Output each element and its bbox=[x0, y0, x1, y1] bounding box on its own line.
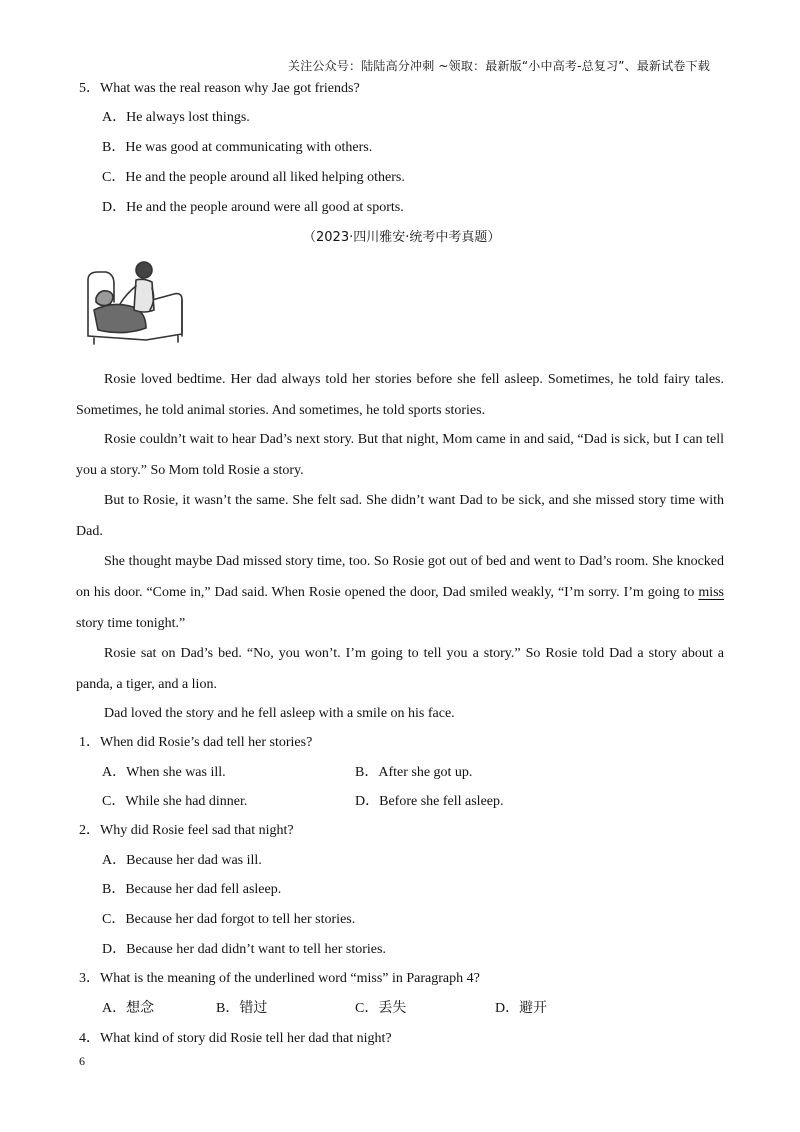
page-number: 6 bbox=[79, 1054, 85, 1068]
option-d: D．He and the people around were all good at sports. bbox=[102, 200, 404, 215]
option-b: B．He was good at communicating with others. bbox=[102, 140, 373, 155]
paragraph-text: story time tonight.” bbox=[76, 616, 186, 631]
q1-option-d: D．Before she fell asleep. bbox=[355, 794, 504, 809]
question-stem: What is the meaning of the underlined word “miss” in Paragraph 4? bbox=[100, 971, 480, 986]
passage-paragraph-2 bbox=[76, 424, 724, 486]
paragraph-text: Rosie couldn’t wait to hear Dad’s next story. But that night, Mom came in and said, “Dad is sick, but I can tell you a story.” So Mom told Rosie a story. bbox=[76, 432, 724, 478]
question-stem: What was the real reason why Jae got friends? bbox=[100, 81, 360, 96]
source-label: （2023·四川雅安·统考中考真题） bbox=[303, 230, 501, 245]
option-c: C．He and the people around all liked helping others. bbox=[102, 170, 405, 185]
q1-option-b: B．After she got up. bbox=[355, 765, 473, 780]
question-number: 4． bbox=[79, 1031, 100, 1046]
passage-paragraph-3 bbox=[76, 485, 724, 547]
q3-option-a: A．想念 bbox=[102, 1001, 155, 1016]
paragraph-text: She thought maybe Dad missed story time, too. So Rosie got out of bed and went to Dad’s room. She knocked on his door. “Come in,” Dad said. When Rosie opened the door, Dad smiled weakly, “I’m sorry. I’m going to bbox=[76, 554, 724, 600]
question-4-stem bbox=[79, 1030, 392, 1048]
underlined-word-miss: miss bbox=[698, 585, 724, 600]
header-note: 关注公众号：陆陆高分冲刺 ~领取：最新版“小中高考-总复习”、最新试卷下载 bbox=[288, 59, 711, 73]
option-a: A．He always lost things. bbox=[102, 110, 250, 125]
question-number: 5． bbox=[79, 81, 100, 96]
question-5-stem bbox=[79, 80, 360, 98]
question-number: 1． bbox=[79, 735, 100, 750]
bedtime-illustration bbox=[84, 258, 186, 351]
paragraph-text: Dad loved the story and he fell asleep with a smile on his face. bbox=[104, 706, 455, 721]
q1-option-a: A．When she was ill. bbox=[102, 765, 226, 780]
question-3-stem bbox=[79, 970, 480, 988]
q2-option-b: B．Because her dad fell asleep. bbox=[102, 882, 282, 897]
passage-paragraph-5 bbox=[76, 638, 724, 700]
question-stem: Why did Rosie feel sad that night? bbox=[100, 823, 294, 838]
q2-option-a: A．Because her dad was ill. bbox=[102, 853, 262, 868]
dad-in-bed-picture bbox=[84, 258, 186, 346]
question-stem: What kind of story did Rosie tell her dad that night? bbox=[100, 1031, 392, 1046]
question-number: 2． bbox=[79, 823, 100, 838]
passage-paragraph-4 bbox=[76, 546, 724, 639]
paragraph-text: Rosie loved bedtime. Her dad always told her stories before she fell asleep. Sometimes, he told fairy tales. Sometimes, he told animal stories. And sometimes, he told sports stories. bbox=[76, 372, 724, 418]
paragraph-text: Rosie sat on Dad’s bed. “No, you won’t. I’m going to tell you a story.” So Rosie told Dad a story about a panda, a tiger, and a lion. bbox=[76, 646, 724, 692]
question-stem: When did Rosie’s dad tell her stories? bbox=[100, 735, 313, 750]
question-2-stem bbox=[79, 822, 294, 840]
q3-option-c: C．丢失 bbox=[355, 1001, 407, 1016]
q1-option-c: C．While she had dinner. bbox=[102, 794, 248, 809]
question-1-stem bbox=[79, 734, 312, 752]
q2-option-d: D．Because her dad didn’t want to tell her stories. bbox=[102, 942, 386, 957]
q2-option-c: C．Because her dad forgot to tell her stories. bbox=[102, 912, 356, 927]
q3-option-d: D．避开 bbox=[495, 1001, 548, 1016]
paragraph-text: But to Rosie, it wasn’t the same. She felt sad. She didn’t want Dad to be sick, and she missed story time with Dad. bbox=[76, 493, 724, 539]
passage-paragraph-1 bbox=[76, 364, 724, 426]
q3-option-b: B．错过 bbox=[216, 1001, 268, 1016]
passage-paragraph-6 bbox=[76, 698, 724, 729]
question-number: 3． bbox=[79, 971, 100, 986]
